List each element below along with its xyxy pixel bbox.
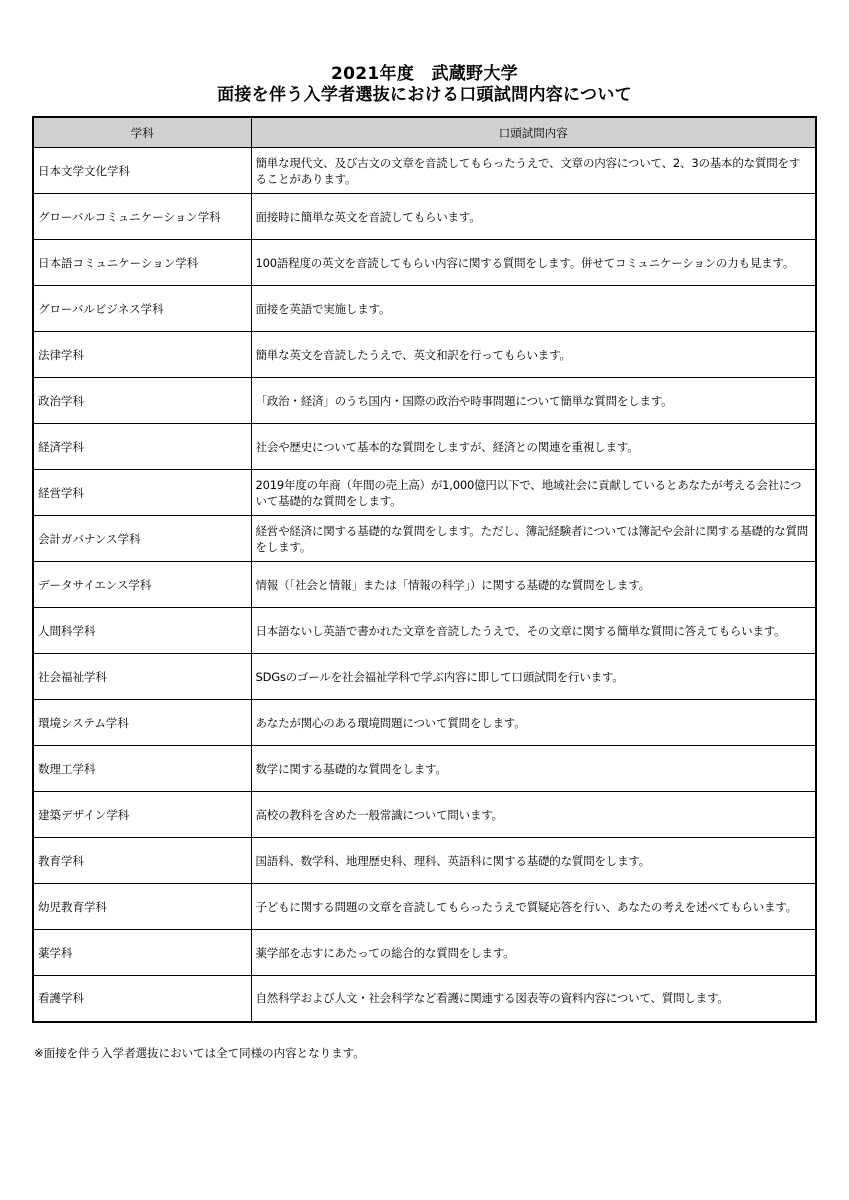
document-title-line2: 面接を伴う入学者選抜における口頭試問内容について bbox=[217, 85, 632, 105]
table-row bbox=[33, 378, 816, 424]
department-cell: 政治学科 bbox=[33, 378, 251, 424]
table-row bbox=[33, 608, 816, 654]
oral-exam-table bbox=[32, 116, 817, 1023]
department-cell: 日本語コミュニケーション学科 bbox=[33, 240, 251, 286]
table-row bbox=[33, 792, 816, 838]
content-cell: あなたが関心のある環境問題について質問をします。 bbox=[251, 700, 816, 746]
content-cell: 数学に関する基礎的な質問をします。 bbox=[251, 746, 816, 792]
content-cell: 自然科学および人文・社会科学など看護に関連する図表等の資料内容について、質問します。 bbox=[251, 976, 816, 1022]
table-header-row bbox=[33, 117, 816, 148]
department-cell: 環境システム学科 bbox=[33, 700, 251, 746]
header-content: 口頭試問内容 bbox=[251, 117, 816, 148]
table-row bbox=[33, 838, 816, 884]
department-cell: 幼児教育学科 bbox=[33, 884, 251, 930]
table-row bbox=[33, 470, 816, 516]
department-cell: 日本文学文化学科 bbox=[33, 148, 251, 194]
department-cell: 法律学科 bbox=[33, 332, 251, 378]
table-row bbox=[33, 654, 816, 700]
content-cell: 社会や歴史について基本的な質問をしますが、経済との関連を重視します。 bbox=[251, 424, 816, 470]
content-cell: 薬学部を志すにあたっての総合的な質問をします。 bbox=[251, 930, 816, 976]
department-cell: 教育学科 bbox=[33, 838, 251, 884]
table-row bbox=[33, 976, 816, 1022]
table-row bbox=[33, 240, 816, 286]
department-cell: データサイエンス学科 bbox=[33, 562, 251, 608]
document-title-line1: 2021年度 武蔵野大学 bbox=[331, 64, 518, 84]
content-cell: 情報（「社会と情報」または「情報の科学」）に関する基礎的な質問をします。 bbox=[251, 562, 816, 608]
content-cell: 100語程度の英文を音読してもらい内容に関する質問をします。併せてコミュニケーションの力も見ます。 bbox=[251, 240, 816, 286]
table-row bbox=[33, 884, 816, 930]
content-cell: 簡単な英文を音読したうえで、英文和訳を行ってもらいます。 bbox=[251, 332, 816, 378]
department-cell: 会計ガバナンス学科 bbox=[33, 516, 251, 562]
content-cell: 国語科、数学科、地理歴史科、理科、英語科に関する基礎的な質問をします。 bbox=[251, 838, 816, 884]
content-cell: 経営や経済に関する基礎的な質問をします。ただし、簿記経験者については簿記や会計に関する基礎的な質問をします。 bbox=[251, 516, 816, 562]
table-body bbox=[33, 148, 816, 1022]
content-cell: 「政治・経済」のうち国内・国際の政治や時事問題について簡単な質問をします。 bbox=[251, 378, 816, 424]
department-cell: 経済学科 bbox=[33, 424, 251, 470]
content-cell: 面接を英語で実施します。 bbox=[251, 286, 816, 332]
content-cell: SDGsのゴールを社会福祉学科で学ぶ内容に即して口頭試問を行います。 bbox=[251, 654, 816, 700]
department-cell: グローバルコミュニケーション学科 bbox=[33, 194, 251, 240]
content-cell: 2019年度の年商（年間の売上高）が1,000億円以下で、地域社会に貢献しているとあなたが考える会社について基礎的な質問をします。 bbox=[251, 470, 816, 516]
table-row bbox=[33, 424, 816, 470]
table-row bbox=[33, 194, 816, 240]
department-cell: 人間科学科 bbox=[33, 608, 251, 654]
content-cell: 面接時に簡単な英文を音読してもらいます。 bbox=[251, 194, 816, 240]
table-row bbox=[33, 700, 816, 746]
department-cell: 数理工学科 bbox=[33, 746, 251, 792]
content-cell: 日本語ないし英語で書かれた文章を音読したうえで、その文章に関する簡単な質問に答えてもらいます。 bbox=[251, 608, 816, 654]
content-cell: 子どもに関する問題の文章を音読してもらったうえで質疑応答を行い、あなたの考えを述べてもらいます。 bbox=[251, 884, 816, 930]
content-cell: 簡単な現代文、及び古文の文章を音読してもらったうえで、文章の内容について、2、3の基本的な質問をすることがあります。 bbox=[251, 148, 816, 194]
department-cell: グローバルビジネス学科 bbox=[33, 286, 251, 332]
department-cell: 経営学科 bbox=[33, 470, 251, 516]
table-row bbox=[33, 148, 816, 194]
footnote: ※面接を伴う入学者選抜においては全て同様の内容となります。 bbox=[34, 1046, 365, 1060]
department-cell: 看護学科 bbox=[33, 976, 251, 1022]
table-row bbox=[33, 746, 816, 792]
table-row bbox=[33, 516, 816, 562]
table-row bbox=[33, 286, 816, 332]
header-department: 学科 bbox=[33, 117, 251, 148]
table-row bbox=[33, 562, 816, 608]
department-cell: 建築デザイン学科 bbox=[33, 792, 251, 838]
content-cell: 高校の教科を含めた一般常識について問います。 bbox=[251, 792, 816, 838]
department-cell: 薬学科 bbox=[33, 930, 251, 976]
department-cell: 社会福祉学科 bbox=[33, 654, 251, 700]
table-row bbox=[33, 930, 816, 976]
table-row bbox=[33, 332, 816, 378]
